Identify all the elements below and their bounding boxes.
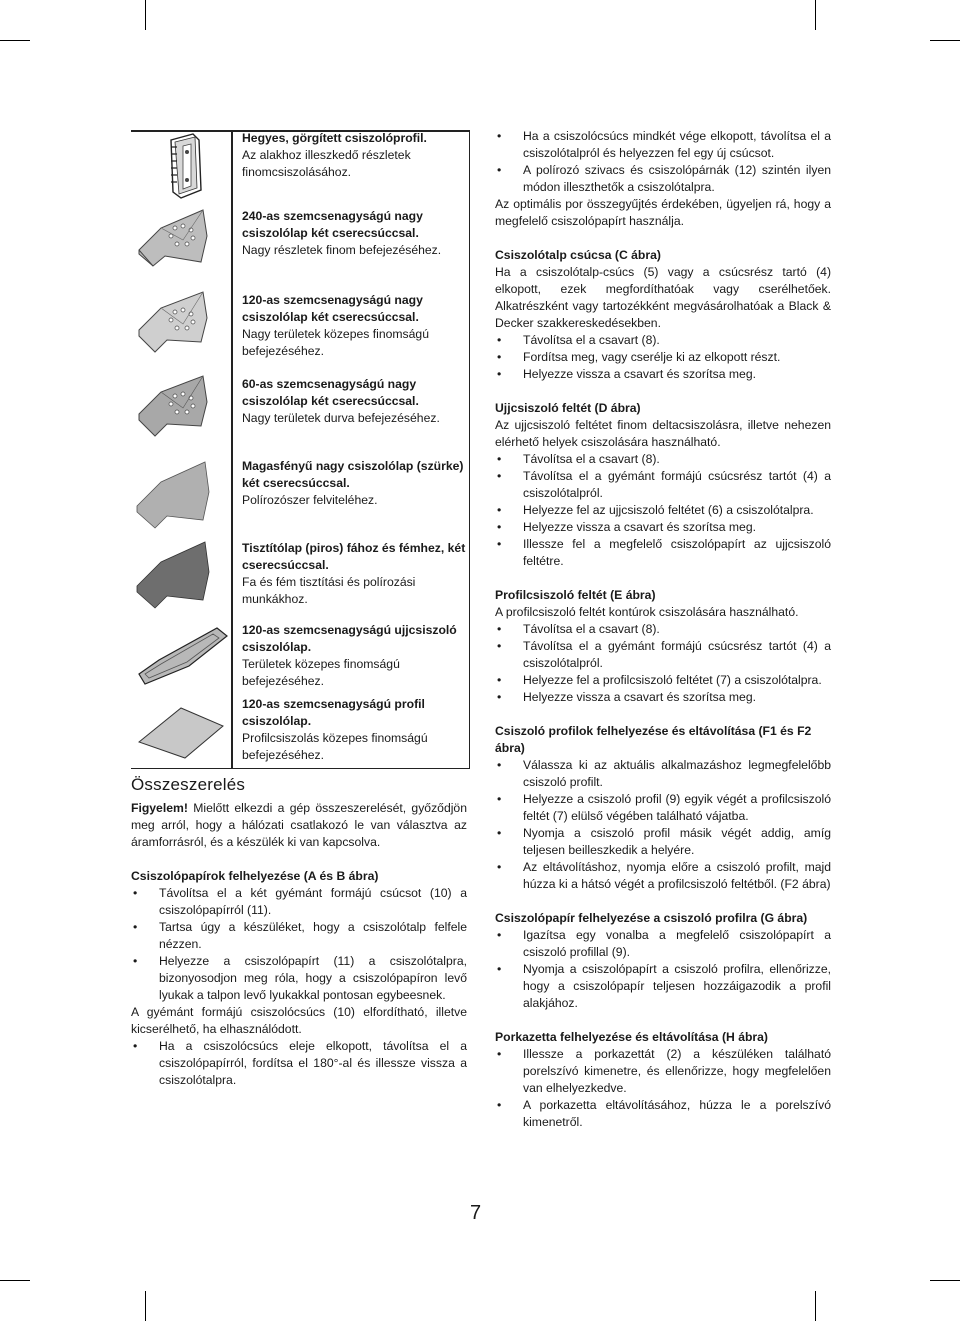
bullet-list (495, 128, 831, 196)
heading-paper-on-profile: Csiszolópapír felhelyezése a csiszoló profilra (G ábra) (495, 911, 808, 925)
accessory-description: Az alakhoz illeszkedő részletek finomcsiszolásához. (242, 148, 411, 179)
bullet-list (495, 621, 831, 706)
crop-mark (815, 0, 816, 30)
accessory-description: Nagy területek durva befejezéséhez. (242, 411, 440, 425)
accessory-title: 120-as szemcsenagyságú nagy csiszolólap két cserecsúccsal. (242, 293, 423, 324)
list-item: • Helyezze vissza a csavart és szorítsa meg. (495, 366, 831, 383)
heading-profile-attachment: Profilcsiszoló feltét (E ábra) (495, 588, 656, 602)
list-item: • Fordítsa meg, vagy cserélje ki az elkopott részt. (495, 349, 831, 366)
accessory-title: Magasfényű nagy csiszolólap (szürke) két cserecsúccsal. (242, 459, 464, 490)
list-item: • A porkazetta eltávolításához, húzza le a porelszívó kimenetről. (495, 1097, 831, 1131)
list-item: • Távolítsa el a csavart (8). (495, 332, 831, 349)
accessory-description: Területek közepes finomságú befejezéséhez. (242, 657, 400, 688)
bullet-list (495, 451, 831, 570)
warning-label: Figyelem! (131, 801, 188, 815)
list-item: • Helyezze a csiszoló profil (9) egyik végét a profilcsiszoló feltét (7) elülső végében található vájatba. (495, 791, 831, 825)
heading-sole-tip: Csiszolótalp csúcsa (C ábra) (495, 248, 661, 262)
list-item: • Tartsa úgy a készüléket, hogy a csiszolótalp felfele nézzen. (131, 919, 467, 953)
warning-paragraph (131, 800, 467, 851)
crop-mark (145, 0, 146, 30)
list-item: • Helyezze vissza a csavart és szorítsa meg. (495, 689, 831, 706)
bullet-list (495, 332, 831, 383)
heading-finger-attachment: Ujjcsiszoló feltét (D ábra) (495, 401, 641, 415)
list-item: • Illessze fel a megfelelő csiszolópapírt az ujjcsiszoló feltétre. (495, 536, 831, 570)
accessory-description: Nagy területek közepes finomságú befejezéséhez. (242, 327, 429, 358)
accessory-description: Polírozószer felviteléhez. (242, 493, 378, 507)
list-item: • Távolítsa el a gyémánt formájú csúcsrész tartót (4) a csiszolótalpról. (495, 638, 831, 672)
paragraph: Az ujjcsiszoló feltétet finom deltacsiszolásra, illetve nehezen elérhető helyek csiszolására használható. (495, 418, 831, 449)
list-item: • A polírozó szivacs és csiszolópárnák (12) szintén ilyen módon illeszthetők a csiszolótalpra. (495, 162, 831, 196)
accessory-title: 120-as szemcsenagyságú ujjcsiszoló csiszolólap. (242, 623, 457, 654)
bullet-list (495, 1046, 831, 1131)
list-item: • Igazítsa egy vonalba a megfelelő csiszolópapírt a csiszoló profillal (9). (495, 927, 831, 961)
bullet-list (495, 927, 831, 1012)
accessory-table (131, 130, 470, 769)
table-cell (242, 376, 466, 427)
cleaning-pad-icon (131, 538, 231, 624)
list-item: • Helyezze a csiszolópapírt (11) a csiszolótalpra, bizonyosodjon meg róla, hogy a csiszolópapíron levő lyukak a talpon levő lyukakkal pontosan egybeesnek. (131, 953, 467, 1004)
table-divider (231, 130, 233, 768)
accessory-description: Profilcsiszolás közepes finomságú befejezéséhez. (242, 731, 428, 762)
list-item: • Távolítsa el a két gyémánt formájú csúcsot (10) a csiszolópapírról (11). (131, 885, 467, 919)
list-item: • Ha a csiszolócsúcs mindkét vége elkopott, távolítsa el a csiszolótalpról és helyezzen fel egy új csúcsot. (495, 128, 831, 162)
paragraph: Az optimális por összegyűjtés érdekében, ügyeljen rá, hogy a megfelelő csiszolópapírt használja. (495, 197, 831, 228)
paragraph: A profilcsiszoló feltét kontúrok csiszolására használható. (495, 605, 799, 619)
accessory-title: 60-as szemcsenagyságú nagy csiszolólap két cserecsúccsal. (242, 377, 419, 408)
accessory-title: 120-as szemcsenagyságú profil csiszolólap. (242, 697, 425, 728)
crop-mark (930, 40, 960, 41)
list-item: • Az eltávolításhoz, nyomja előre a csiszoló profilt, majd húzza ki a hátsó végét a profilcsiszoló feltétből. (F2 ábra) (495, 859, 831, 893)
crop-mark (815, 1291, 816, 1321)
heading-dust-cassette: Porkazetta felhelyezése és eltávolítása (H ábra) (495, 1030, 768, 1044)
sanding-sheet-60-icon (131, 374, 231, 456)
bullet-list (495, 757, 831, 893)
crop-mark (0, 1280, 30, 1281)
heading-sanding-profiles: Csiszoló profilok felhelyezése és eltávolítása (F1 és F2 ábra) (495, 724, 812, 755)
crop-mark (930, 1280, 960, 1281)
right-column (495, 128, 831, 1131)
finger-sanding-sheet-icon (131, 622, 231, 692)
accessory-title: Hegyes, görgített csiszolóprofil. (242, 131, 427, 145)
bullet-list (131, 1038, 467, 1089)
list-item: • Távolítsa el a csavart (8). (495, 451, 831, 468)
table-cell (242, 540, 466, 608)
profile-sanding-sheet-icon (131, 696, 231, 766)
paragraph: Ha a csiszolótalp-csúcs (5) vagy a csúcsrész tartó (4) elkopott, ezek megfordíthatóak vagy cserélhetőek. Alkatrészként vagy tartozékként megvásárolhatóak a Black & Decker szakkereskedésekben. (495, 265, 831, 330)
heading-sanding-sheets: Csiszolópapírok felhelyezése (A és B ábra) (131, 869, 379, 883)
accessory-title: Tisztítólap (piros) fához és fémhez, két cserecsúccsal. (242, 541, 466, 572)
left-column (131, 800, 467, 1089)
list-item: • Nyomja a csiszoló profil másik végét addig, amíg teljesen beilleszkedik a helyére. (495, 825, 831, 859)
crop-mark (0, 40, 30, 41)
warning-text: Mielőtt elkezdi a gép összeszerelését, győződjön meg arról, hogy a hálózati csatlakozó le van választva az áramforrásról, és a készülék ki van kapcsolva. (131, 801, 467, 849)
paragraph: A gyémánt formájú csiszolócsúcs (10) elfordítható, illetve kicserélhető, ha elhasználódott. (131, 1005, 467, 1036)
section-title: Összeszerelés (131, 775, 246, 794)
list-item: • Illessze a porkazettát (2) a készüléken található porelszívó kimenetre, és ellenőrizze, hogy megfelelően van elhelyezkedve. (495, 1046, 831, 1097)
table-cell (242, 458, 466, 509)
list-item: • Távolítsa el a csavart (8). (495, 621, 831, 638)
list-item: • Helyezze fel a profilcsiszoló feltétet (7) a csiszolótalpra. (495, 672, 831, 689)
list-item: • Távolítsa el a gyémánt formájú csúcsrész tartót (4) a csiszolótalpról. (495, 468, 831, 502)
sanding-sheet-120-icon (131, 290, 231, 372)
profile-sanding-block-icon (131, 132, 231, 202)
accessory-description: Fa és fém tisztítási és polírozási munkákhoz. (242, 575, 416, 606)
sanding-sheet-240-icon (131, 206, 231, 288)
table-cell (242, 292, 466, 360)
bullet-list (131, 885, 467, 1004)
crop-mark (145, 1291, 146, 1321)
table-cell (242, 208, 466, 259)
list-item: • Helyezze fel az ujjcsiszoló feltétet (6) a csiszolótalpra. (495, 502, 831, 519)
accessory-description: Nagy részletek finom befejezéséhez. (242, 243, 442, 257)
accessory-title: 240-as szemcsenagyságú nagy csiszolólap két cserecsúccsal. (242, 209, 423, 240)
table-cell (242, 622, 466, 690)
list-item: • Helyezze vissza a csavart és szorítsa meg. (495, 519, 831, 536)
list-item: • Ha a csiszolócsúcs eleje elkopott, távolítsa el a csiszolópapírról, fordítsa el 180°-al és illessze vissza a csiszolótalpra. (131, 1038, 467, 1089)
list-item: • Nyomja a csiszolópapírt a csiszoló profilra, ellenőrizze, hogy a csiszolópapír teljesen hozzáigazodik a profil alakjához. (495, 961, 831, 1012)
table-cell (242, 696, 466, 764)
polishing-pad-icon (131, 458, 231, 544)
list-item: • Válassza ki az aktuális alkalmazáshoz legmegfelelőbb csiszoló profilt. (495, 757, 831, 791)
table-cell (242, 130, 466, 181)
page-number: 7 (470, 1202, 482, 1224)
